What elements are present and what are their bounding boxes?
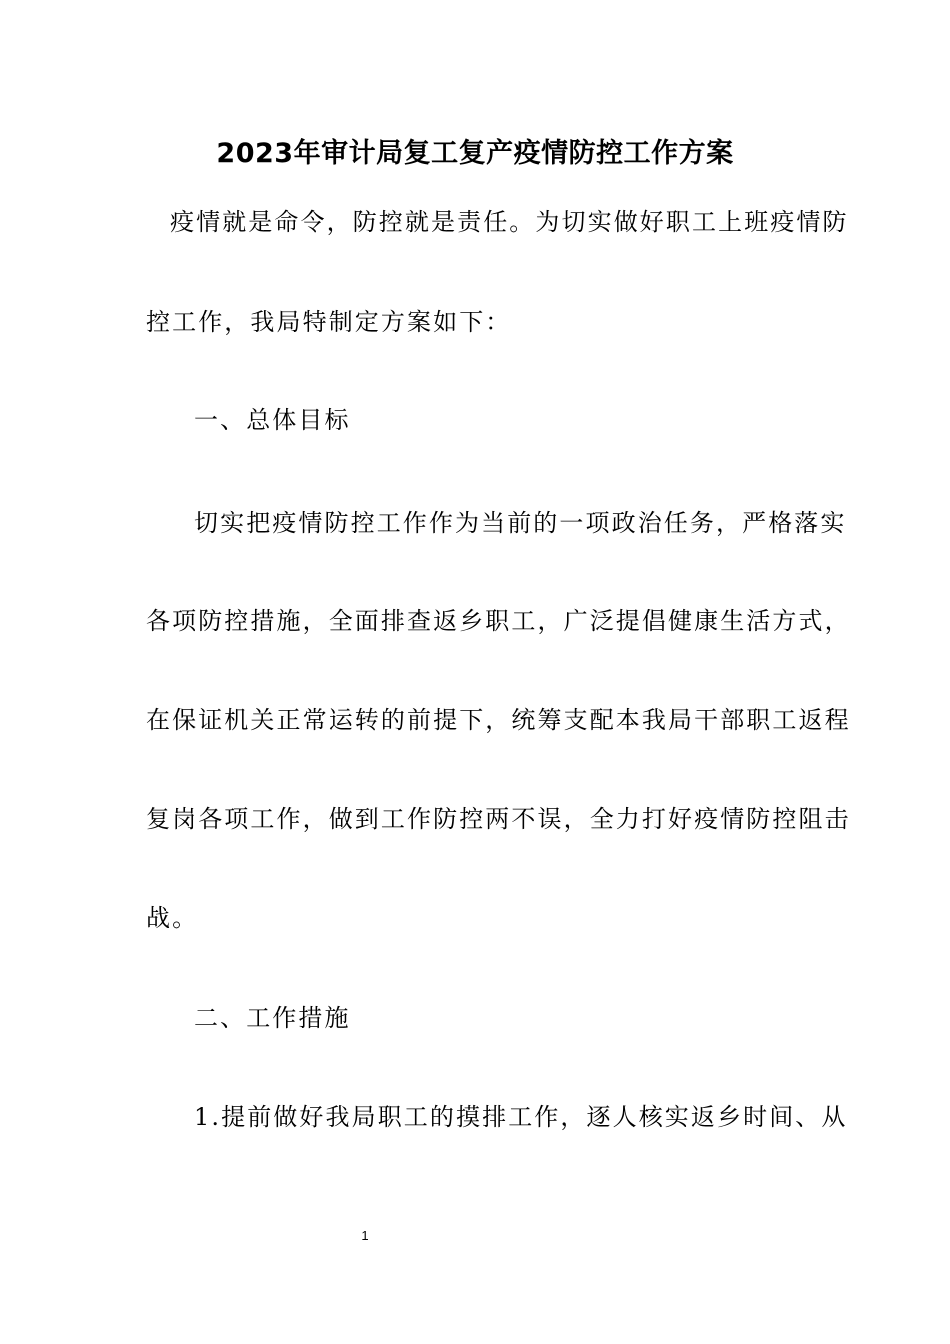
paragraph-line: 战。	[146, 904, 199, 932]
paragraph-line: 在保证机关正常运转的前提下，统筹支配本我局干部职工返程	[146, 706, 851, 734]
page-number: 1	[361, 1228, 369, 1243]
paragraph-line: 控工作，我局特制定方案如下：	[146, 308, 512, 336]
paragraph-line: 疫情就是命令，防控就是责任。为切实做好职工上班疫情防	[170, 208, 849, 236]
paragraph-line: 1.提前做好我局职工的摸排工作，逐人核实返乡时间、从	[194, 1103, 848, 1131]
paragraph-line: 复岗各项工作，做到工作防控两不误，全力打好疫情防控阻击	[146, 805, 851, 833]
document-title: 2023年审计局复工复产疫情防控工作方案	[216, 138, 734, 169]
section-heading: 一、总体目标	[194, 406, 351, 434]
paragraph-line: 切实把疫情防控工作作为当前的一项政治任务，严格落实	[194, 509, 847, 537]
paragraph-line: 各项防控措施，全面排查返乡职工，广泛提倡健康生活方式，	[146, 607, 851, 635]
section-heading: 二、工作措施	[194, 1004, 351, 1032]
